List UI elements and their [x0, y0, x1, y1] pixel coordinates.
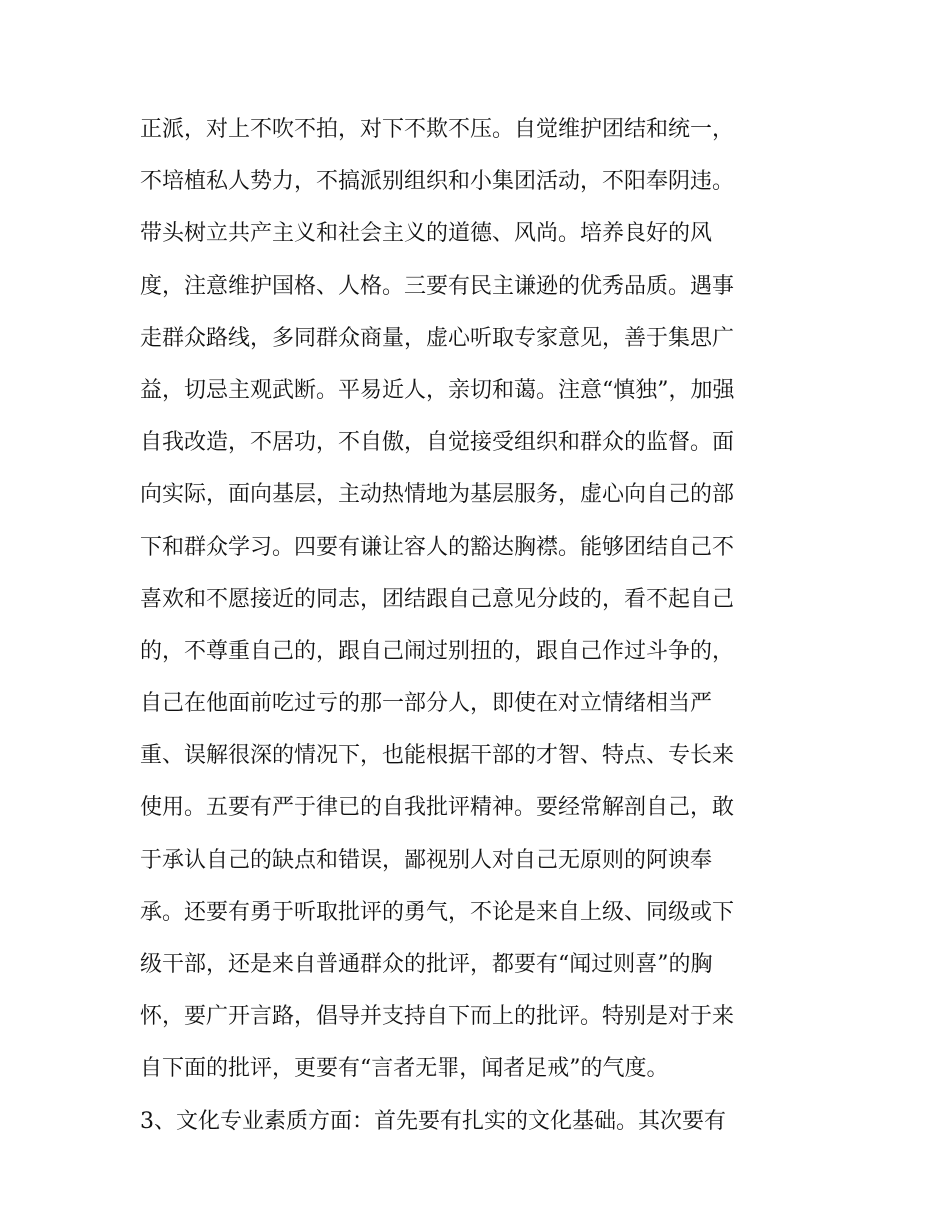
text-line: 怀，要广开言路，倡导并支持自下而上的批评。特别是对于来: [140, 1004, 735, 1030]
text-line: 于承认自己的缺点和错误，鄙视别人对自己无原则的阿谀奉: [140, 847, 713, 873]
body-text: [140, 104, 820, 1148]
text-line: 带头树立共产主义和社会主义的道德、风尚。培养良好的风: [140, 221, 713, 247]
text-line: 不培植私人势力，不搞派别组织和小集团活动，不阳奉阴违。: [140, 169, 735, 195]
text-line: 承。还要有勇于听取批评的勇气，不论是来自上级、同级或下: [140, 899, 735, 925]
text-line: 自下面的批评，更要有“言者无罪，闻者足戒”的气度。: [140, 1056, 669, 1082]
text-line: 3、文化专业素质方面：首先要有扎实的文化基础。其次要有: [140, 1108, 726, 1134]
text-line: 度，注意维护国格、人格。三要有民主谦逊的优秀品质。遇事: [140, 273, 735, 299]
text-line: 重、误解很深的情况下，也能根据干部的才智、特点、专长来: [140, 743, 735, 769]
text-line: 正派，对上不吹不拍，对下不欺不压。自觉维护团结和统一，: [140, 117, 735, 142]
text-line: 的，不尊重自己的，跟自己闹过别扭的，跟自己作过斗争的，: [140, 638, 735, 664]
text-line: 下和群众学习。四要有谦让容人的豁达胸襟。能够团结自己不: [140, 534, 735, 560]
text-line: 自己在他面前吃过亏的那一部分人，即使在对立情绪相当严: [140, 691, 713, 717]
text-line: 走群众路线，多同群众商量，虚心听取专家意见，善于集思广: [140, 325, 735, 351]
text-line: 使用。五要有严于律已的自我批评精神。要经常解剖自己，敢: [140, 795, 735, 821]
text-line: 益，切忌主观武断。平易近人，亲切和蔼。注意“慎独”，加强: [140, 377, 735, 403]
text-line: 向实际，面向基层，主动热情地为基层服务，虚心向自己的部: [140, 482, 735, 508]
text-line: 喜欢和不愿接近的同志，团结跟自己意见分歧的，看不起自己: [140, 586, 735, 612]
text-line: 级干部，还是来自普通群众的批评，都要有“闻过则喜”的胸: [140, 952, 713, 977]
text-line: 自我改造，不居功，不自傲，自觉接受组织和群众的监督。面: [140, 430, 735, 456]
